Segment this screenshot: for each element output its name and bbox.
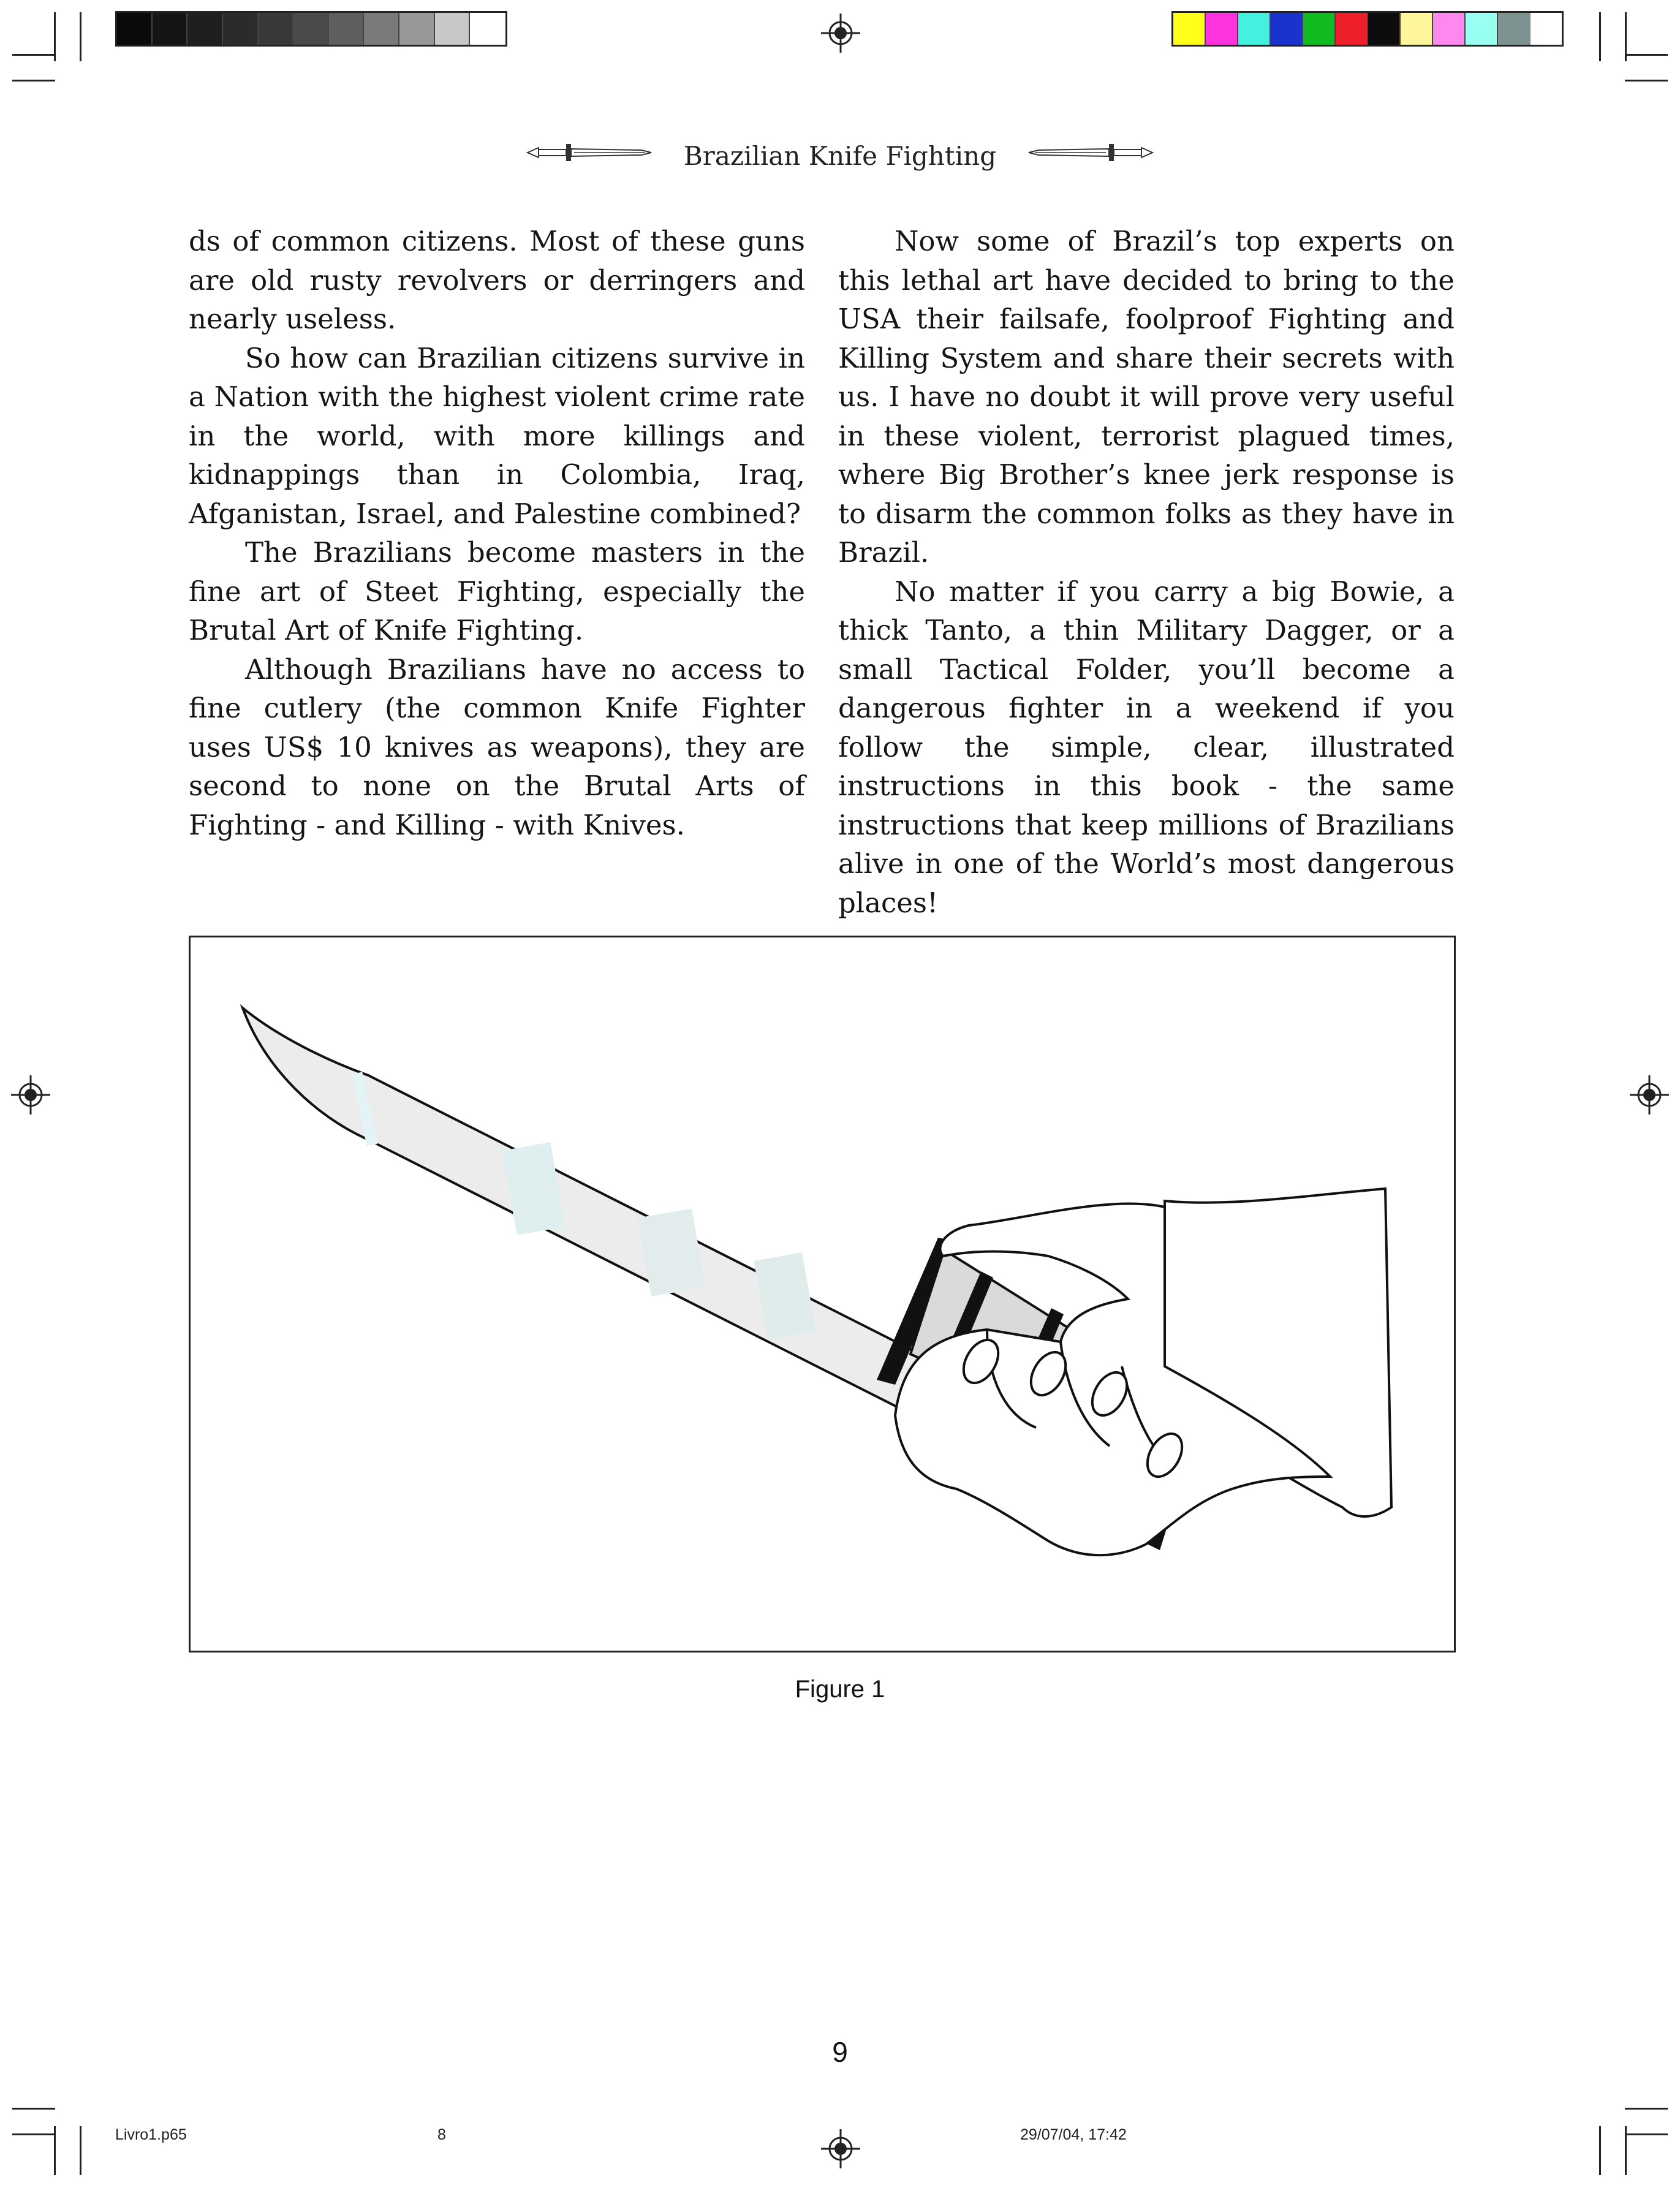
text-column-left (189, 222, 805, 844)
color-swatch (1336, 13, 1368, 45)
color-swatch (399, 13, 435, 45)
registration-target-icon (1630, 1075, 1669, 1115)
color-swatch (329, 13, 365, 45)
page-number: 9 (832, 2036, 848, 2068)
registration-target-icon (821, 13, 860, 53)
registration-target-icon (11, 1075, 50, 1115)
color-swatch (293, 13, 329, 45)
slug-date: 29/07/04, 17:42 (1020, 2126, 1127, 2143)
color-swatch (1433, 13, 1466, 45)
paragraph: Now some of Brazil’s top experts on this lethal art have decided to bring to the USA their failsafe, foolproof Fighting and Killing System and share their secrets with us. I have no doubt it will prove very useful in these violent, terrorist plagued times, where Big Brother’s knee jerk response is to disarm the common folks as they have in Brazil. (838, 225, 1455, 569)
color-swatch (153, 13, 188, 45)
slug-file-name: Livro1.p65 (115, 2126, 187, 2143)
figure-frame (189, 936, 1456, 1652)
figure-caption: Figure 1 (795, 1676, 885, 1703)
color-swatch (187, 13, 223, 45)
color-swatch (1498, 13, 1531, 45)
color-swatch (1271, 13, 1303, 45)
color-swatch (470, 13, 505, 45)
color-swatch (1206, 13, 1238, 45)
running-header (0, 138, 1680, 171)
text-column-right (838, 222, 1455, 922)
paragraph: ds of common citizens. Most of these guns are old rusty revolvers or derringers and nearly useless. (189, 225, 805, 335)
header-title: Brazilian Knife Fighting (683, 140, 997, 171)
color-swatch (1466, 13, 1498, 45)
paragraph: No matter if you carry a big Bowie, a thick Tanto, a thin Military Dagger, or a small Tactical Folder, you’ll become a dangerous fighter in a weekend if you follow the simple, clear, illustrated instructions in this book - the same instructions that keep millions of Brazilians alive in one of the World’s most dangerous places! (838, 575, 1455, 919)
color-swatch (259, 13, 294, 45)
registration-target-icon (821, 2129, 860, 2168)
paragraph: Although Brazilians have no access to fine cutlery (the common Knife Fighter uses US$ 10 knives as weapons), they are second to none on the Brutal Arts of Fighting - and Killing - with Knives. (189, 653, 805, 841)
hand-holding-knife-illustration (191, 937, 1454, 1651)
color-swatch (1401, 13, 1433, 45)
paragraph: The Brazilians become masters in the fine art of Steet Fighting, especially the Brutal Art of Knife Fighting. (189, 536, 805, 646)
color-swatch (364, 13, 399, 45)
color-swatch (1173, 13, 1206, 45)
dagger-ornament-icon (1026, 140, 1155, 171)
color-swatch (223, 13, 259, 45)
paragraph: So how can Brazilian citizens survive in a Nation with the highest violent crime rate in the world, with more killings and kidnappings than in Colombia, Iraq, Afganistan, Israel, and Palestine combined? (189, 341, 805, 530)
grayscale-calibration-bar (115, 11, 507, 47)
color-swatch (1238, 13, 1271, 45)
color-calibration-bar (1171, 11, 1564, 47)
color-swatch (1303, 13, 1336, 45)
slug-page-number: 8 (437, 2126, 446, 2143)
color-swatch (435, 13, 471, 45)
dagger-ornament-icon (525, 140, 654, 171)
color-swatch (1368, 13, 1401, 45)
color-swatch (117, 13, 153, 45)
